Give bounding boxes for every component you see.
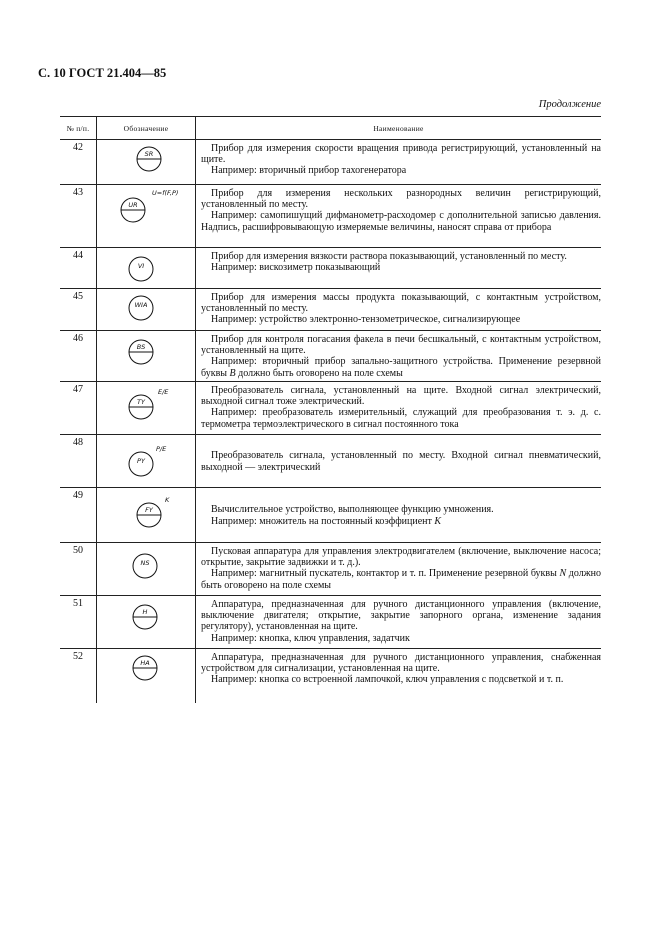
symbol-cell [96, 248, 195, 288]
symbol-annotation [156, 386, 180, 398]
row-number: 45 [73, 291, 83, 302]
example-text: Например: самопишущий дифманометр-расходомер с дополнительной записью давления. Надпись, расшифровывающую измеряемые величины, наносят справа от прибора [201, 210, 601, 233]
row-number: 50 [73, 545, 83, 556]
description-text: Преобразователь сигнала, установленный по месту. Входной сигнал пневматический, выходной — электрический [201, 450, 601, 473]
description-cell [195, 185, 601, 247]
symbol-annotation [150, 187, 194, 199]
table-row [60, 649, 601, 703]
description-text: Аппаратура, предназначенная для ручного дистанционного управления (включение, выключение двигателя; открытие, закрытие запорного органа, изменение задания регулятору), установленная на щите. [201, 599, 601, 633]
example-text: Например: кнопка со встроенной лампочкой, ключ управления с подсветкой и т. п. [211, 674, 564, 686]
continuation-label: Продолжение [538, 99, 601, 110]
svg-text:NS: NS [140, 559, 150, 567]
svg-text:TY: TY [137, 398, 145, 406]
table-row [60, 488, 601, 543]
table-row [60, 596, 601, 649]
svg-text:U=f(F,P): U=f(F,P) [152, 189, 179, 197]
symbol-cell [96, 435, 195, 487]
row-number: 49 [73, 490, 83, 501]
description-cell [195, 649, 601, 703]
symbol-cell [96, 140, 195, 184]
instrument-symbol [126, 254, 156, 284]
description-text: Прибор для контроля погасания факела в печи бесшкальный, с контактным устройством, установленный на щите. [201, 334, 601, 357]
description-cell [195, 596, 601, 648]
description-text: Прибор для измерения вязкости раствора показывающий, установленный по месту. [211, 251, 567, 262]
example-text: Например: вторичный прибор тахогенератора [211, 165, 407, 177]
description-text: Аппаратура, предназначенная для ручного дистанционного управления, снабженная устройством для сигнализации, установленная на щите. [201, 652, 601, 675]
description-cell [195, 543, 601, 595]
symbol-annotation [163, 494, 179, 506]
description-cell [195, 331, 601, 381]
description-cell [195, 382, 601, 434]
svg-text:P/E: P/E [156, 445, 167, 453]
symbol-cell [96, 543, 195, 595]
description-cell [195, 289, 601, 330]
svg-text:K: K [165, 496, 170, 504]
instrument-symbol [130, 602, 160, 632]
example-text: Например: вторичный прибор запально-защитного устройства. Применение резервной буквы B должно быть оговорено на поле схемы [201, 356, 601, 379]
row-number: 47 [73, 384, 83, 395]
instrument-symbol [126, 392, 156, 422]
description-cell [195, 488, 601, 542]
example-text: Например: устройство электронно-тензометрическое, сигнализирующее [211, 314, 521, 326]
example-text: Например: множитель на постоянный коэффициент K [211, 515, 442, 527]
description-text: Прибор для измерения скорости вращения привода регистрирующий, установленный на щите. [201, 143, 601, 166]
svg-text:E/E: E/E [158, 388, 169, 396]
description-text: Преобразователь сигнала, установленный на щите. Входной сигнал электрический, выходной сигнал тоже электрический. [201, 385, 601, 408]
table-header [60, 116, 601, 140]
example-text: Например: преобразователь измерительный, служащий для преобразования т. э. д. с. термометра термоэлектрического в сигнал постоянного тока [201, 407, 601, 430]
row-number: 43 [73, 187, 83, 198]
table-row [60, 289, 601, 331]
instrument-symbol [126, 449, 156, 479]
column-header-symbol: Обозначение [96, 117, 195, 139]
description-cell [195, 140, 601, 184]
symbol-annotation [154, 443, 178, 455]
instrument-symbol [134, 500, 164, 530]
table-row [60, 185, 601, 248]
instrument-symbol [134, 144, 164, 174]
table-row [60, 248, 601, 289]
column-header-name: Наименование [195, 117, 601, 139]
row-number: 48 [73, 437, 83, 448]
symbol-cell [96, 382, 195, 434]
table-row [60, 140, 601, 185]
svg-text:FY: FY [145, 506, 153, 514]
example-text: Например: кнопка, ключ управления, задатчик [211, 632, 410, 644]
example-text: Например: магнитный пускатель, контактор и т. п. Применение резервной буквы N должно быть оговорено на поле схемы [201, 568, 601, 591]
row-number: 46 [73, 333, 83, 344]
symbol-cell [96, 185, 195, 247]
svg-text:HA: HA [140, 659, 150, 667]
table-row [60, 435, 601, 488]
table-row [60, 382, 601, 435]
symbol-cell [96, 289, 195, 330]
description-text: Прибор для измерения нескольких разнородных величин регистрирующий, установленный по месту. [201, 188, 601, 211]
row-number: 42 [73, 142, 83, 153]
symbol-cell [96, 649, 195, 703]
instrument-symbol [126, 293, 156, 323]
description-cell [195, 435, 601, 487]
table-row [60, 543, 601, 596]
svg-text:WIA: WIA [134, 301, 148, 309]
page-header: С. 10 ГОСТ 21.404—85 [38, 66, 167, 80]
instrument-symbol [118, 195, 148, 225]
description-text: Прибор для измерения массы продукта показывающий, с контактным устройством, установленный по месту. [201, 292, 601, 315]
column-header-number: № п/п. [66, 123, 90, 133]
svg-text:UR: UR [128, 201, 138, 209]
instrument-table [60, 116, 601, 703]
example-text: Например: вискозиметр показывающий [211, 262, 381, 274]
symbol-cell [96, 596, 195, 648]
instrument-symbol [130, 551, 160, 581]
svg-text:BS: BS [136, 343, 146, 351]
row-number: 51 [73, 598, 83, 609]
instrument-symbol [126, 337, 156, 367]
description-cell [195, 248, 601, 288]
description-text: Вычислительное устройство, выполняющее функцию умножения. [211, 504, 494, 516]
symbol-cell [96, 488, 195, 542]
description-text: Пусковая аппаратура для управления электродвигателем (включение, выключение насоса; открытие, закрытие задвижки и т. д.). [201, 546, 601, 569]
row-number: 44 [73, 250, 83, 261]
svg-text:PY: PY [137, 457, 145, 465]
svg-text:SR: SR [144, 150, 154, 158]
table-row [60, 331, 601, 382]
instrument-symbol [130, 653, 160, 683]
symbol-cell [96, 331, 195, 381]
row-number: 52 [73, 651, 83, 662]
svg-text:VI: VI [137, 262, 145, 270]
svg-text:H: H [142, 608, 148, 616]
